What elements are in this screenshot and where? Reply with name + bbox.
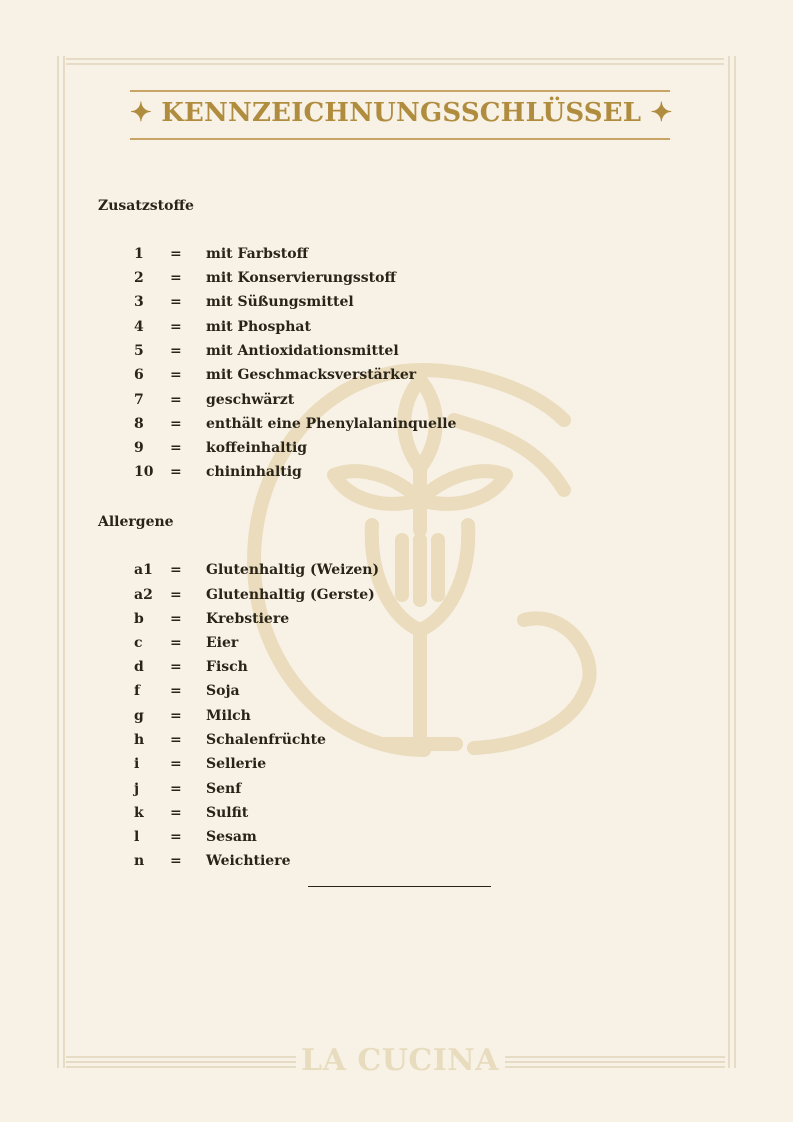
frame-bottom-left-line-2 [66, 1061, 296, 1063]
item-description: mit Antioxidationsmittel [206, 343, 399, 359]
item-code: h [134, 732, 145, 748]
item-code: f [134, 683, 141, 699]
item-code: a1 [134, 562, 153, 578]
item-description: Sesam [206, 829, 257, 845]
frame-bottom-left-line-3 [66, 1066, 296, 1068]
title-rule-bottom [130, 138, 670, 140]
item-code: 1 [134, 246, 144, 262]
item-description: Soja [206, 683, 240, 699]
item-description: geschwärzt [206, 392, 295, 408]
header [130, 90, 673, 140]
item-code: i [134, 756, 140, 772]
item-code: c [134, 635, 143, 651]
frame-top-line-2 [66, 63, 724, 65]
item-description: enthält eine Phenylalaninquelle [206, 416, 457, 432]
item-code: n [134, 853, 145, 869]
item-equals: = [170, 683, 182, 699]
wheat-glass-icon [234, 350, 606, 758]
frame-right-line-2 [734, 56, 736, 1068]
item-code: 2 [134, 270, 144, 286]
frame-left-line-2 [63, 56, 65, 1068]
frame-bottom-right-line-3 [505, 1066, 725, 1068]
footer-brand: LA CUCINA [301, 1043, 499, 1078]
frame-top-line-1 [66, 58, 724, 60]
item-equals: = [170, 392, 182, 408]
item-code: 6 [134, 367, 144, 383]
item-code: g [134, 708, 144, 724]
item-code: a2 [134, 587, 153, 603]
item-equals: = [170, 270, 182, 286]
item-equals: = [170, 732, 182, 748]
item-equals: = [170, 416, 182, 432]
item-description: Schalenfrüchte [206, 732, 326, 748]
frame-bottom-left-line-1 [66, 1056, 296, 1058]
item-equals: = [170, 635, 182, 651]
item-equals: = [170, 294, 182, 310]
item-description: Glutenhaltig (Weizen) [206, 562, 380, 578]
item-description: Sellerie [206, 756, 267, 772]
item-description: mit Farbstoff [206, 246, 309, 262]
item-code: 8 [134, 416, 144, 432]
item-equals: = [170, 367, 182, 383]
page-title: ✦ KENNZEICHNUNGSSCHLÜSSEL ✦ [130, 98, 673, 128]
frame-left-line-1 [57, 56, 59, 1068]
item-description: chininhaltig [206, 464, 302, 480]
item-description: Senf [206, 781, 242, 797]
item-equals: = [170, 246, 182, 262]
item-code: b [134, 611, 144, 627]
section-title-allergens: Allergene [98, 514, 174, 530]
item-code: 5 [134, 343, 144, 359]
item-equals: = [170, 319, 182, 335]
item-equals: = [170, 343, 182, 359]
item-equals: = [170, 611, 182, 627]
item-code: l [134, 829, 140, 845]
item-equals: = [170, 756, 182, 772]
item-description: Milch [206, 708, 251, 724]
item-description: Glutenhaltig (Gerste) [206, 587, 375, 603]
title-rule-top [130, 90, 670, 92]
item-equals: = [170, 440, 182, 456]
item-equals: = [170, 853, 182, 869]
item-equals: = [170, 805, 182, 821]
item-description: mit Konservierungsstoff [206, 270, 396, 286]
item-equals: = [170, 708, 182, 724]
item-description: koffeinhaltig [206, 440, 308, 456]
frame-bottom-right-line-2 [505, 1061, 725, 1063]
item-code: k [134, 805, 144, 821]
item-equals: = [170, 562, 182, 578]
item-code: 7 [134, 392, 144, 408]
item-equals: = [170, 659, 182, 675]
item-equals: = [170, 464, 182, 480]
item-description: Fisch [206, 659, 248, 675]
item-description: Sulfit [206, 805, 249, 821]
item-description: Weichtiere [206, 853, 291, 869]
item-code: 10 [134, 464, 154, 480]
item-code: 9 [134, 440, 144, 456]
item-equals: = [170, 781, 182, 797]
item-code: j [134, 781, 140, 797]
section-title-additives: Zusatzstoffe [98, 198, 194, 214]
signature-line [308, 886, 491, 887]
item-description: Krebstiere [206, 611, 290, 627]
item-description: Eier [206, 635, 239, 651]
item-equals: = [170, 587, 182, 603]
frame-bottom-right-line-1 [505, 1056, 725, 1058]
item-description: mit Geschmacksverstärker [206, 367, 417, 383]
item-code: 4 [134, 319, 144, 335]
item-code: 3 [134, 294, 144, 310]
item-description: mit Phosphat [206, 319, 311, 335]
item-description: mit Süßungsmittel [206, 294, 354, 310]
frame-right-line-1 [728, 56, 730, 1068]
item-code: d [134, 659, 144, 675]
item-equals: = [170, 829, 182, 845]
